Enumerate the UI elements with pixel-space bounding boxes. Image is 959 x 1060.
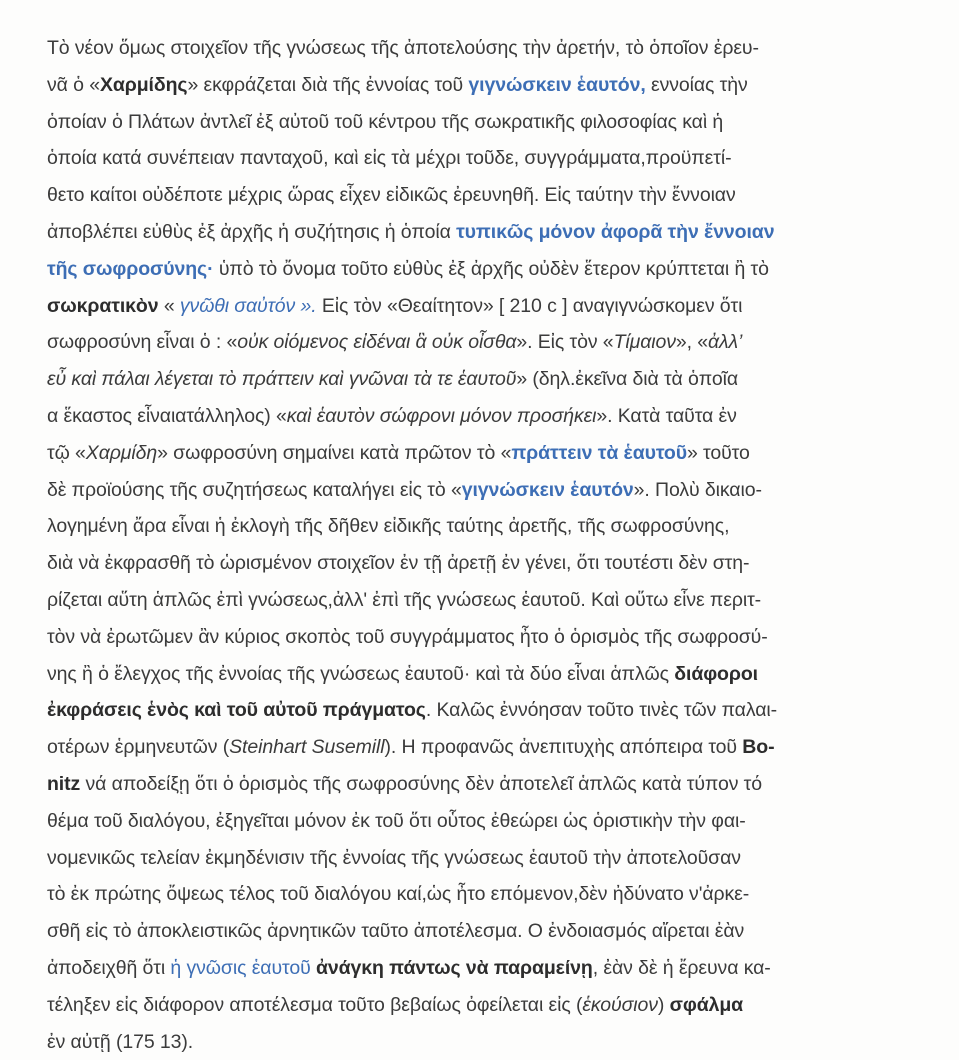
text-span: », «: [675, 331, 708, 354]
emphasis-span: εὖ καὶ πάλαι λέγεται τὸ πράττειν καὶ γνῶναι τὰ τε ἑαυτοῦ: [47, 368, 517, 391]
emphasis-span: σφάλμα: [669, 993, 744, 1016]
text-span: τὸν νὰ ἐρωτῶμεν ἂν κύριος σκοπὸς τοῦ συγγράμματος ἦτο ὁ ὁρισμὸς τῆς σωφροσύ-: [47, 625, 768, 648]
text-span: , ἐὰν δὲ ἡ ἔρευνα κα-: [592, 956, 771, 979]
text-span: » τοῦτο: [686, 441, 750, 464]
text-line: [47, 656, 917, 693]
text-span: νᾶ ὁ «: [47, 73, 100, 96]
text-line: [47, 619, 917, 656]
text-span: τῷ «: [47, 441, 86, 464]
text-span: ἐν αὐτῇ (175 13).: [47, 1030, 194, 1053]
text-line: [47, 288, 917, 325]
text-span: » (δηλ.ἐκεῖνα διὰ τὰ ὁποῖα: [516, 368, 739, 391]
text-span: θετο καίτοι οὐδέποτε μέχρις ὥρας εἶχεν εἰδικῶς ἐρευνηθῆ. Εἰς ταύτην τὴν ἔννοιαν: [47, 184, 736, 207]
text-line: [47, 582, 917, 619]
text-line: [47, 398, 917, 435]
text-line: [47, 324, 917, 361]
emphasis-span: τυπικῶς μόνον ἀφορᾶ τὴν ἔννοιαν: [456, 220, 775, 243]
emphasis-span: σωκρατικὸν: [47, 294, 159, 317]
text-line: [47, 177, 917, 214]
text-line: [47, 766, 917, 803]
text-span: ὁποία κατά συνέπειαν πανταχοῦ, καὶ εἰς τὰ μέχρι τοῦδε, συγγράμματα,προϋπετί-: [47, 147, 732, 170]
emphasis-span: ἀλλ’: [707, 331, 743, 354]
text-line: [47, 472, 917, 509]
emphasis-span: nitz: [47, 772, 81, 795]
text-span: τέληξεν εἰς διάφορον αποτέλεσμα τοῦτο βεβαίως ὀφείλεται εἰς (: [47, 993, 583, 1016]
emphasis-span: τῆς σωφροσύνης·: [47, 257, 214, 280]
emphasis-span: Χαρμίδης: [99, 73, 188, 96]
text-line: [47, 840, 917, 877]
emphasis-span: ἐκφράσεις ἑνὸς καὶ τοῦ αὐτοῦ πράγματος: [47, 699, 426, 722]
text-line: [47, 104, 917, 141]
text-span: τὸ ἐκ πρώτης ὄψεως τέλος τοῦ διαλόγου καί,ὡς ἦτο επόμενον,δὲν ἠδύνατο ν'ἀρκε-: [47, 883, 750, 906]
document-page: [47, 30, 917, 1060]
text-span: . Καλῶς ἐννόησαν τοῦτο τινὲς τῶν παλαι-: [425, 699, 777, 722]
emphasis-span: Τίμαιον: [613, 331, 676, 354]
emphasis-span: καὶ ἑαυτὸν σώφρονι μόνον προσήκει: [286, 404, 597, 427]
text-span: ». Εἰς τὸν «: [516, 331, 614, 354]
text-span: » σωφροσύνη σημαίνει κατὰ πρῶτον τὸ «: [157, 441, 512, 464]
text-line: [47, 913, 917, 950]
text-span: ὁποίαν ὁ Πλάτων ἀντλεῖ ἐξ αὐτοῦ τοῦ κέντρου τῆς σωκρατικῆς φιλοσοφίας καὶ ἡ: [47, 110, 724, 133]
text-line: [47, 214, 917, 251]
emphasis-span: Bo-: [742, 736, 775, 759]
text-line: [47, 1024, 917, 1060]
emphasis-span: πράττειν τὰ ἑαυτοῦ: [511, 441, 687, 464]
text-span: εννοίας τὴν: [645, 73, 748, 96]
text-line: [47, 803, 917, 840]
text-line: [47, 692, 917, 729]
text-span: Εἰς τὸν «Θεαίτητον» [ 210 c ] αναγιγνώσκομεν ὅτι: [316, 294, 743, 317]
text-line: [47, 435, 917, 472]
text-span: λογημένη ἄρα εἶναι ἡ ἐκλογὴ τῆς δῆθεν εἰδικῆς ταύτης ἀρετῆς, τῆς σωφροσύνης,: [47, 515, 730, 538]
text-span: ἀποβλέπει εὐθὺς ἐξ ἀρχῆς ἡ συζήτησις ἡ ὁποία: [47, 220, 457, 243]
text-line: [47, 876, 917, 913]
text-line: [47, 251, 917, 288]
text-span: διὰ νὰ ἐκφρασθῆ τὸ ὡρισμένον στοιχεῖον ἐν τῇ ἀρετῇ ἐν γένει, ὅτι τουτέστι δὲν στη-: [47, 552, 750, 575]
text-span: σθῆ εἰς τὸ ἀποκλειστικῶς ἀρνητικῶν ταῦτο ἀποτέλεσμα. Ο ἐνδοιασμός αἴρεται ἐὰν: [47, 920, 745, 943]
text-line: [47, 67, 917, 104]
emphasis-span: διάφοροι: [674, 662, 758, 685]
text-line: [47, 950, 917, 987]
text-span: ): [657, 993, 670, 1016]
text-line: [47, 140, 917, 177]
text-span: ἀποδειχθῆ ὅτι: [47, 956, 171, 979]
text-span: » εκφράζεται διὰ τῆς ἐννοίας τοῦ: [187, 73, 469, 96]
text-span: σωφροσύνη εἶναι ὁ : «: [47, 331, 238, 354]
text-span: ρίζεται αὕτη ἁπλῶς ἐπὶ γνώσεως,ἀλλ' ἐπὶ τῆς γνώσεως ἑαυτοῦ. Καὶ οὕτω εἶνε περιτ-: [47, 588, 762, 611]
text-span: νομενικῶς τελείαν ἐκμηδένισιν τῆς ἐννοίας τῆς γνώσεως ἑαυτοῦ τὴν ἀποτελοῦσαν: [47, 846, 741, 869]
text-span: δὲ προϊούσης τῆς συζητήσεως καταλήγει εἰς τὸ «: [47, 478, 462, 501]
text-span: ». Πολὺ δικαιο-: [633, 478, 762, 501]
emphasis-span: γνῶθι σαὐτόν ».: [179, 294, 317, 317]
text-span: νά αποδείξῃ ὅτι ὁ ὁρισμὸς τῆς σωφροσύνης δὲν ἀποτελεῖ ἁπλῶς κατὰ τύπον τό: [80, 772, 763, 795]
emphasis-span: οὐκ οἰόμενος εἰδέναι ἃ οὐκ οἶσθα: [237, 331, 517, 354]
text-line: [47, 987, 917, 1024]
text-span: ». Κατὰ ταῦτα ἐν: [596, 404, 737, 427]
emphasis-span: ἡ γνῶσις ἑαυτοῦ: [170, 956, 311, 979]
text-span: Τὸ νέον ὅμως στοιχεῖον τῆς γνώσεως τῆς ἀποτελούσης τὴν ἀρετήν, τὸ ὁποῖον ἐρευ-: [47, 37, 759, 59]
emphasis-span: Χαρμίδη: [85, 441, 158, 464]
text-span: α ἕκαστος εἶναιατάλληλος) «: [47, 404, 287, 427]
text-line: [47, 729, 917, 766]
emphasis-span: γιγνώσκειν ἑαυτόν: [461, 478, 634, 501]
emphasis-span: Steinhart Susemill: [229, 736, 385, 759]
text-line: [47, 508, 917, 545]
emphasis-span: ἑκούσιον: [582, 993, 658, 1016]
text-span: οτέρων ἑρμηνευτῶν (: [47, 736, 230, 759]
text-span: θέμα τοῦ διαλόγου, ἐξηγεῖται μόνον ἐκ τοῦ ὅτι οὗτος ἐθεώρει ὡς ὁριστικὴν τὴν φαι-: [47, 809, 746, 832]
text-span: νης ἢ ὁ ἔλεγχος τῆς ἐννοίας τῆς γνώσεως ἑαυτοῦ· καὶ τὰ δύο εἶναι ἁπλῶς: [47, 662, 675, 685]
text-line: [47, 361, 917, 398]
text-line: [47, 545, 917, 582]
text-span: ). Η προφανῶς ἀνεπιτυχὴς απόπειρα τοῦ: [384, 736, 743, 759]
text-span: ὑπὸ τὸ ὄνομα τοῦτο εὐθὺς ἐξ ἀρχῆς οὐδὲν ἕτερον κρύπτεται ἢ τὸ: [213, 257, 769, 280]
text-line: [47, 30, 917, 67]
emphasis-span: γιγνώσκειν ἑαυτόν,: [468, 73, 646, 96]
text-span: «: [158, 294, 180, 317]
emphasis-span: ἀνάγκη πάντως νὰ παραμείνῃ: [316, 956, 593, 979]
